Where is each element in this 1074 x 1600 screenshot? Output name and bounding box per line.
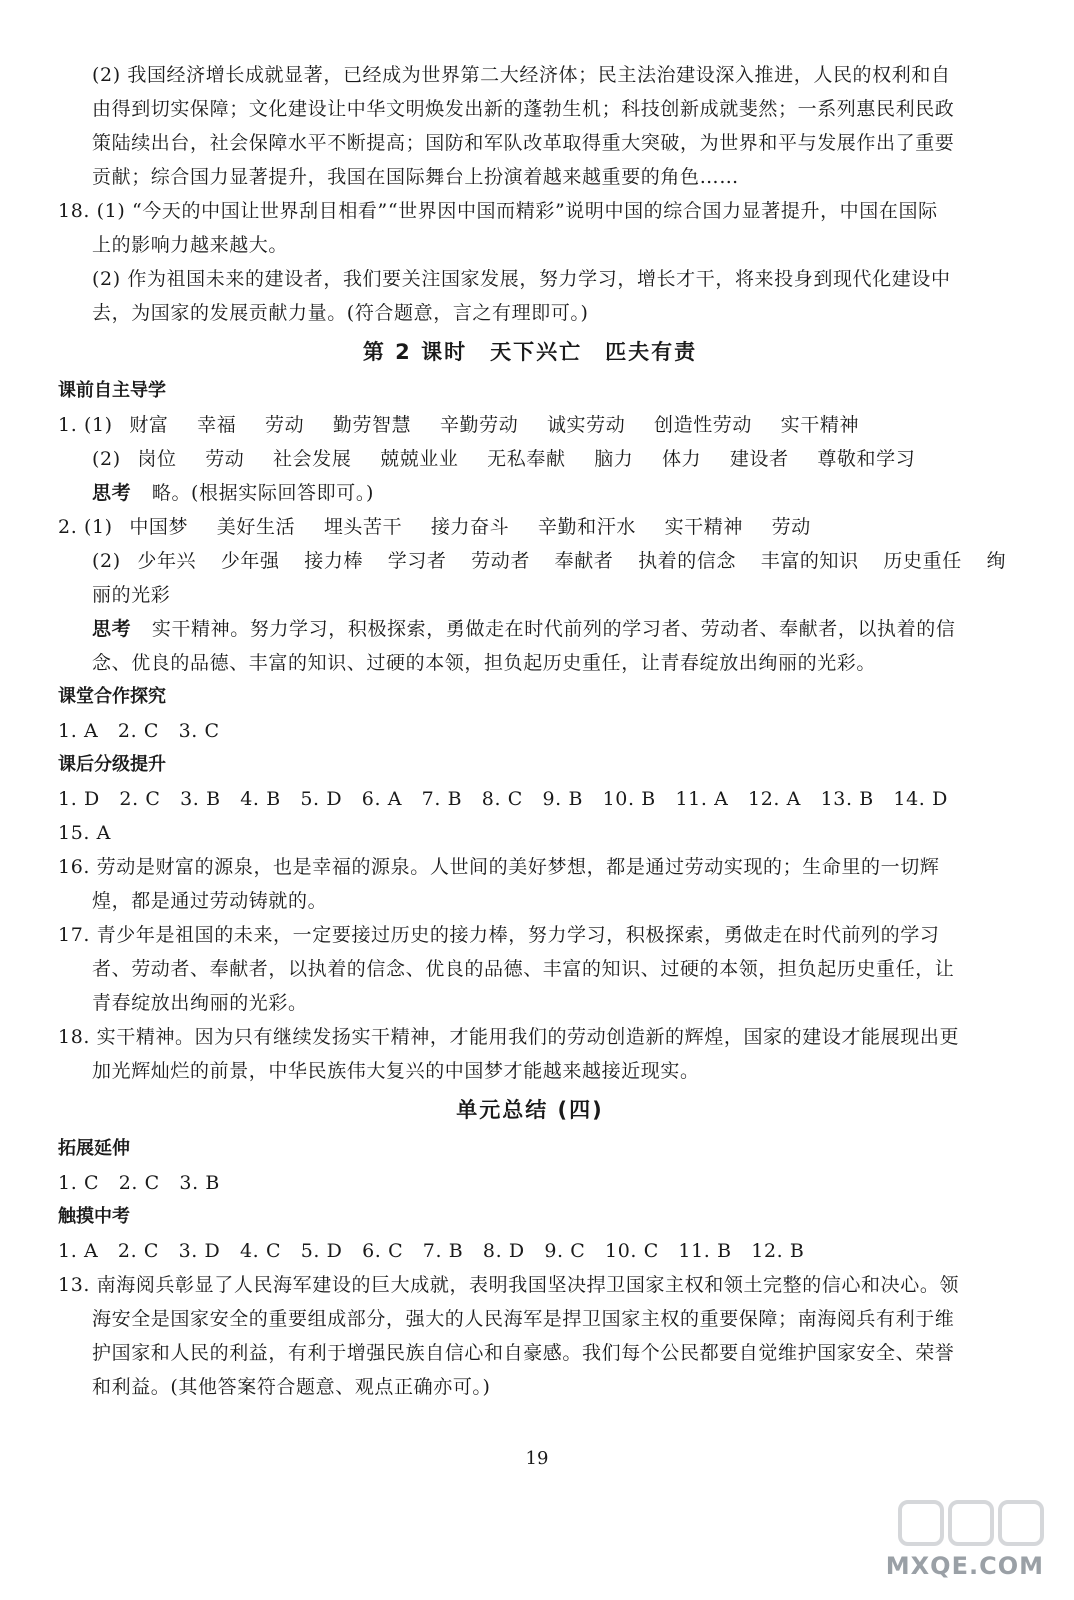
watermark-text: MXQE.COM [885,1552,1044,1580]
section-exam: 触摸中考 [58,1206,130,1227]
q1-2-prefix: (2) [92,448,121,470]
q18-1-line2: 上的影响力越来越大。 [92,234,289,256]
answer-word: 兢兢业业 [380,448,459,470]
answer-word: 脑力 [594,448,634,470]
q16-line1: 16. 劳动是财富的源泉，也是幸福的源泉。人世间的美好梦想，都是通过劳动实现的；生命里的一切辉 [58,856,940,878]
answer-word: 美好生活 [216,516,296,538]
answer-word: 劳动者 [471,550,530,572]
answer-word: 少年兴 [137,550,197,572]
after-class-answers-2: 15. A [58,822,111,844]
answer-word: 无私奉献 [487,448,566,470]
answer-word: 诚实劳动 [546,414,626,436]
classroom-answers: 1. A 2. C 3. C [58,720,220,742]
q13-line3: 护国家和人民的利益，有利于增强民族自信心和自豪感。我们每个公民都要自觉维护国家安全、荣誉 [92,1342,955,1364]
q18-line1: 18. 实干精神。因为只有继续发扬实干精神，才能用我们的劳动创造新的辉煌，国家的建设才能展现出更 [58,1026,960,1048]
section-classroom: 课堂合作探究 [58,686,166,707]
think-text: 略。(根据实际回答即可。) [151,482,374,504]
answer-word: 辛勤和汗水 [537,516,636,538]
answer-word: 幸福 [197,414,237,436]
answer-word: 实干精神 [780,414,860,436]
think2-row [92,612,1002,646]
exam-answers: 1. A 2. C 3. D 4. C 5. D 6. C 7. B 8. D 9. C 10. C 11. B 12. B [58,1240,805,1262]
section-self-study: 课前自主导学 [58,380,166,401]
q13-line1: 13. 南海阅兵彰显了人民海军建设的巨大成就，表明我国坚决捍卫国家主权和领土完整的信心和决心。领 [58,1274,960,1296]
section-extension: 拓展延伸 [58,1138,130,1159]
q18-2-line2: 去，为国家的发展贡献力量。(符合题意，言之有理即可。) [92,302,589,324]
q18-2-line1: (2) 作为祖国未来的建设者，我们要关注国家发展，努力学习，增长才干，将来投身到现代化建设中 [92,268,951,290]
answer-word: 少年强 [220,550,280,572]
answer-word: 劳动 [771,516,811,538]
section-after-class: 课后分级提升 [58,754,166,775]
q18-1-line1: 18. (1) “今天的中国让世界刮目相看”“世界因中国而精彩”说明中国的综合国力显著提升，中国在国际 [58,200,938,222]
q17-line3: 青春绽放出绚丽的光彩。 [92,992,308,1014]
q1-1-row [58,408,1002,442]
answer-word: 财富 [129,414,169,436]
unit-summary-title: 单元总结 (四) [456,1098,604,1122]
answer-word: 辛勤劳动 [439,414,519,436]
answer-word: 丰富的知识 [760,550,859,572]
answer-word: 接力棒 [304,550,364,572]
answer-word: 历史重任 [883,550,962,572]
q2-2-continuation: 丽的光彩 [92,584,171,606]
answer-word: 尊敬和学习 [817,448,916,470]
q13-line2: 海安全是国家安全的重要组成部分，强大的人民海军是捍卫国家主权的重要保障；南海阅兵有利于维 [92,1308,955,1330]
extension-answers: 1. C 2. C 3. B [58,1172,220,1194]
think1-row [92,476,1002,510]
think-text: 实干精神。努力学习，积极探索，勇做走在时代前列的学习者、劳动者、奉献者，以执着的信 [151,618,956,640]
q2-1-row [58,510,1002,544]
q1-1-prefix: 1. (1) [58,414,113,436]
answer-word: 体力 [662,448,702,470]
q2-1-prefix: 2. (1) [58,516,113,538]
answer-word: 绚 [986,550,1007,572]
think-label: 思考 [92,618,132,640]
q2-2-row [92,544,1007,578]
answer-word: 执着的信念 [638,550,737,572]
answer-word: 实干精神 [664,516,743,538]
answer-word: 劳动 [205,448,245,470]
answer-word: 建设者 [729,448,789,470]
q18-line2: 加光辉灿烂的前景，中华民族伟大复兴的中国梦才能越来越接近现实。 [92,1060,700,1082]
q17-2-line3: 策陆续出台，社会保障水平不断提高；国防和军队改革取得重大突破，为世界和平与发展作出了重要 [92,132,955,154]
q13-line4: 和利益。(其他答案符合题意、观点正确亦可。) [92,1376,491,1398]
q17-line2: 者、劳动者、奉献者，以执着的信念、优良的品德、丰富的知识、过硬的本领，担负起历史重任，让 [92,958,955,980]
answer-word: 埋头苦干 [323,516,403,538]
answer-word: 创造性劳动 [654,414,753,436]
answer-word: 奉献者 [554,550,614,572]
think-label: 思考 [92,482,132,504]
after-class-answers-1: 1. D 2. C 3. B 4. B 5. D 6. A 7. B 8. C 9. B 10. B 11. A 12. A 13. B 14. D [58,788,948,810]
answer-word: 学习者 [387,550,447,572]
answer-word: 中国梦 [129,516,189,538]
think2-line2: 念、优良的品德、丰富的知识、过硬的本领，担负起历史重任，让青春绽放出绚丽的光彩。 [92,652,877,674]
answer-word: 勤劳智慧 [332,414,412,436]
answer-word: 接力奋斗 [430,516,510,538]
lesson-title: 第 2 课时 天下兴亡 匹夫有责 [362,340,698,364]
answer-word: 劳动 [265,414,305,436]
answer-word: 岗位 [137,448,177,470]
q2-2-prefix: (2) [92,550,121,572]
q1-2-row [92,442,1002,476]
q17-2-line2: 由得到切实保障；文化建设让中华文明焕发出新的蓬勃生机；科技创新成就斐然；一系列惠民利民政 [92,98,955,120]
page-number: 19 [525,1448,549,1469]
q16-line2: 煌，都是通过劳动铸就的。 [92,890,328,912]
q17-2-line4: 贡献；综合国力显著提升，我国在国际舞台上扮演着越来越重要的角色…… [92,166,739,188]
q17-line1: 17. 青少年是祖国的未来，一定要接过历史的接力棒，努力学习，积极探索，勇做走在时代前列的学习 [58,924,940,946]
answer-word: 社会发展 [273,448,352,470]
q17-2-line1: (2) 我国经济增长成就显著，已经成为世界第二大经济体；民主法治建设深入推进，人民的权利和自 [92,64,951,86]
